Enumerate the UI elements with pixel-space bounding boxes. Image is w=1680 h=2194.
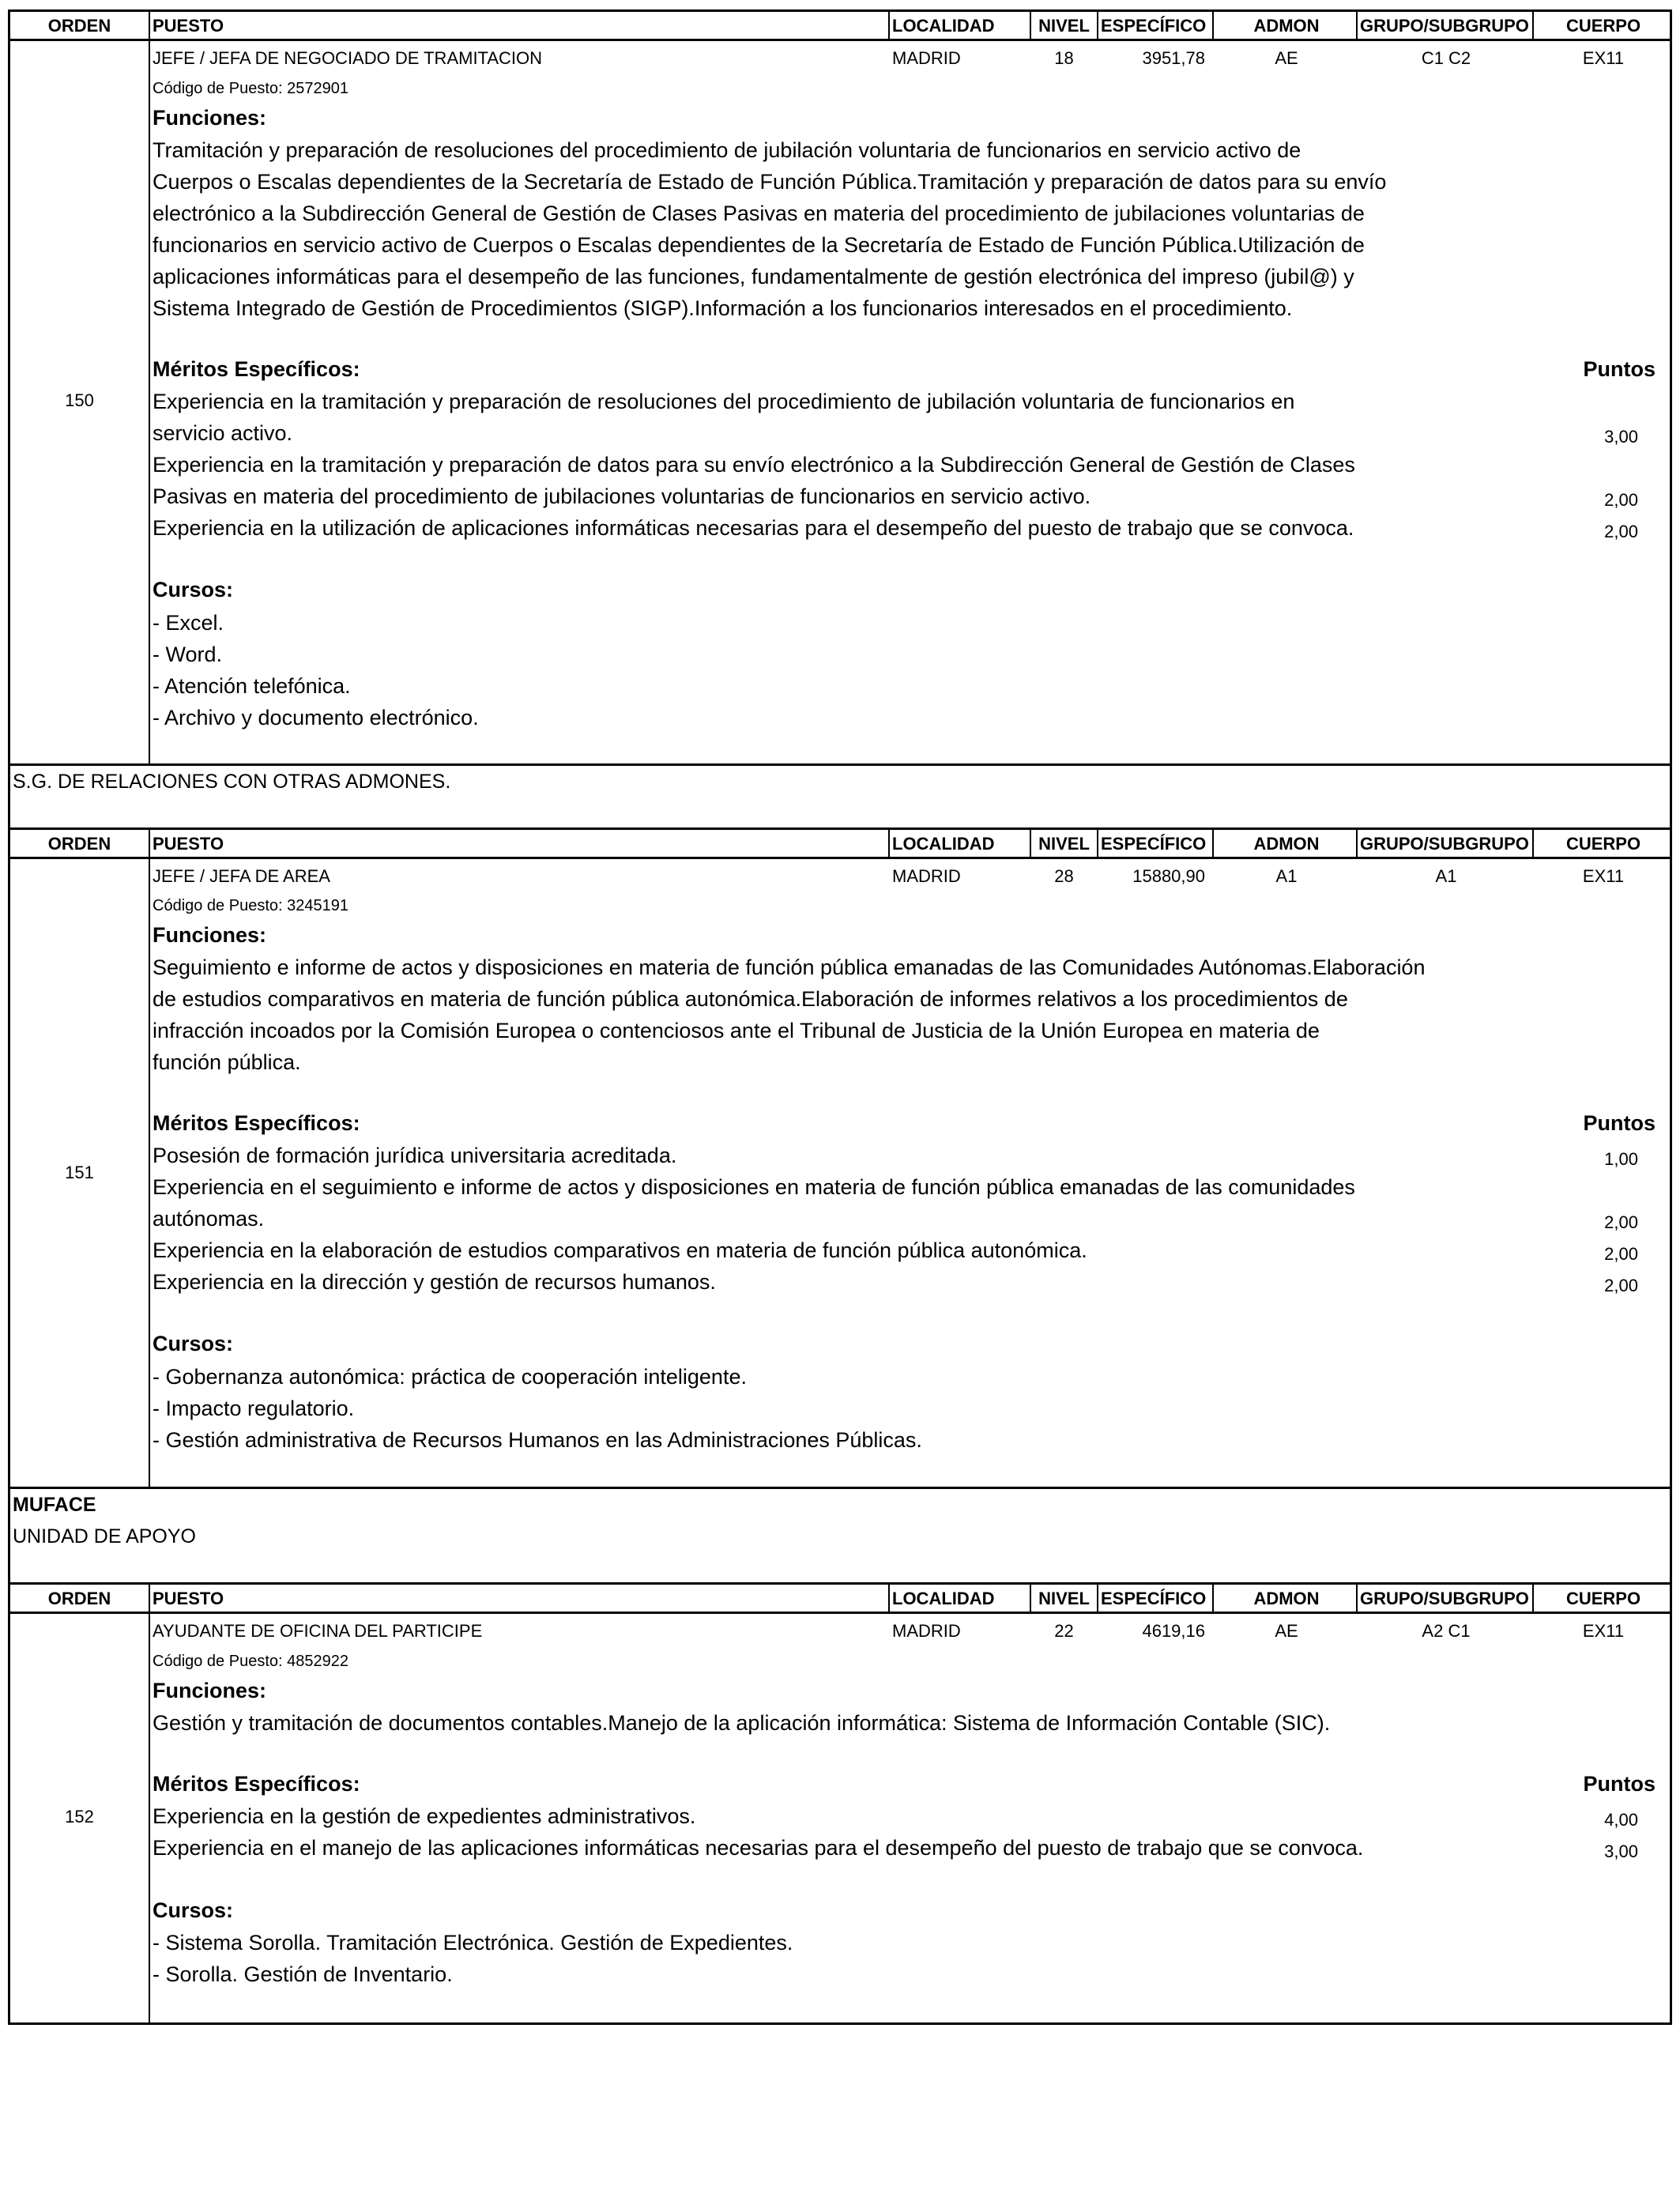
puntos-value: 2,00 [1604,490,1638,510]
section-title: S.G. DE RELACIONES CON OTRAS ADMONES. [13,771,451,793]
localidad-value: MADRID [892,48,961,68]
cuerpo-value: EX11 [1582,48,1625,68]
puntos-value: 3,00 [1604,427,1638,447]
col-puesto: PUESTO [153,16,224,36]
funciones-text: Seguimiento e informe de actos y disposiciones en materia de función pública emanadas de las Comunidades Autónomas.Elaboración de estudios comparativos en materia de función pública autonómica.Elaboración de informes relativos a los procedimientos de infracción incoados por la Comisión Europea o contenciosos ante el Tribunal de Justicia de la Unión Europea en materia de función pública. [153,956,1426,1074]
cursos-label: Cursos: [153,578,234,601]
especifico-value: 15880,90 [1132,866,1205,886]
cursos-label: Cursos: [153,1332,234,1355]
col-orden: ORDEN [47,16,111,36]
col-grupo: GRUPO/SUBGRUPO [1360,16,1529,36]
puntos-value: 2,00 [1604,1212,1638,1232]
entry-150 [8,41,1672,766]
entry-152 [8,1614,1672,2025]
table-header: ORDEN PUESTO LOCALIDAD NIVEL ESPECÍFICO ADMON GRUPO/SUBGRUPO CUERPO [8,827,1672,859]
puntos-value: 3,00 [1604,1842,1638,1861]
funciones-label: Funciones: [153,923,267,947]
table-header: ORDEN PUESTO LOCALIDAD NIVEL ESPECÍFICO ADMON GRUPO/SUBGRUPO CUERPO [8,1582,1672,1614]
col-cuerpo: CUERPO [1565,16,1641,36]
puntos-value: 2,00 [1604,1244,1638,1264]
funciones-label: Funciones: [153,1679,267,1702]
admon-value: AE [1275,1621,1298,1641]
cursos-text: - Sistema Sorolla. Tramitación Electrónica. Gestión de Expedientes. - Sorolla. Gestión de Inventario. [153,1931,793,1986]
grupo-value: C1 C2 [1421,48,1471,68]
funciones-text: Gestión y tramitación de documentos contables.Manejo de la aplicación informática: Sistema de Información Contable (SIC). [153,1711,1331,1735]
section-block [8,1489,1672,1584]
localidad-value: MADRID [892,1621,961,1641]
puesto-value: AYUDANTE DE OFICINA DEL PARTICIPE [153,1621,483,1641]
puesto-value: JEFE / JEFA DE AREA [153,866,330,886]
codigo-puesto: Código de Puesto: 2572901 [153,80,348,97]
grupo-value: A2 C1 [1422,1621,1471,1641]
puntos-label: Puntos [1583,1772,1656,1796]
puntos-value: 2,00 [1604,1276,1638,1295]
puesto-value: JEFE / JEFA DE NEGOCIADO DE TRAMITACION [153,48,543,68]
col-admon: ADMON [1253,16,1320,36]
puntos-label: Puntos [1583,357,1656,381]
puntos-value: 1,00 [1604,1149,1638,1169]
admon-value: AE [1275,48,1298,68]
cuerpo-value: EX11 [1582,1621,1625,1641]
grupo-value: A1 [1435,866,1457,886]
col-localidad: LOCALIDAD [892,16,995,36]
codigo-puesto: Código de Puesto: 4852922 [153,1653,348,1670]
section-block [8,766,1672,829]
col-nivel: NIVEL [1038,16,1090,36]
col-especifico: ESPECÍFICO [1101,16,1207,36]
meritos-text: Posesión de formación jurídica universitaria acreditada. Experiencia en el seguimiento e informe de actos y disposiciones en materia de función pública emanadas de las comunidades autónomas. Experiencia en la elaboración de estudios comparativos en materia de función pública autonómica. Experiencia en la dirección y gestión de recursos humanos. [153,1144,1355,1294]
nivel-value: 28 [1054,866,1074,886]
orden-value: 152 [65,1807,94,1826]
orden-value: 150 [65,390,94,410]
entry-151 [8,859,1672,1489]
section-title: MUFACE [13,1494,96,1516]
orden-value: 151 [65,1163,94,1182]
section-subtitle: UNIDAD DE APOYO [13,1525,196,1547]
meritos-text: Experiencia en la gestión de expedientes administrativos. Experiencia en el manejo de las aplicaciones informáticas necesarias para el desempeño del puesto de trabajo que se convoca. [153,1804,1364,1860]
meritos-label: Méritos Específicos: [153,1111,360,1135]
puntos-value: 4,00 [1604,1810,1638,1830]
table-header [8,9,1672,41]
puntos-label: Puntos [1583,1111,1656,1135]
meritos-label: Méritos Específicos: [153,1772,360,1796]
nivel-value: 22 [1054,1621,1074,1641]
localidad-value: MADRID [892,866,961,886]
meritos-text: Experiencia en la tramitación y preparación de resoluciones del procedimiento de jubilación voluntaria de funcionarios en servicio activo. Experiencia en la tramitación y preparación de datos para su envío electrónico a la Subdirección General de Gestión de Clases Pasivas en materia del procedimiento de jubilaciones voluntarias de funcionarios en servicio activo. Experiencia en la utilización de aplicaciones informáticas necesarias para el desempeño del puesto de trabajo que se convoca. [153,390,1355,540]
funciones-text: Tramitación y preparación de resoluciones del procedimiento de jubilación voluntaria de funcionarios en servicio activo de Cuerpos o Escalas dependientes de la Secretaría de Estado de Función Pública.Tramitación y preparación de datos para su envío electrónico a la Subdirección General de Gestión de Clases Pasivas en materia del procedimiento de jubilaciones voluntarias de funcionarios en servicio activo de Cuerpos o Escalas dependientes de la Secretaría de Estado de Función Pública.Utilización de aplicaciones informáticas para el desempeño de las funciones, fundamentalmente de gestión electrónica del impreso (jubil@) y Sistema Integrado de Gestión de Procedimientos (SIGP).Información a los funcionarios interesados en el procedimiento. [153,138,1387,320]
especifico-value: 4619,16 [1142,1621,1205,1641]
puntos-value: 2,00 [1604,522,1638,541]
funciones-label: Funciones: [153,106,267,130]
especifico-value: 3951,78 [1142,48,1205,68]
codigo-puesto: Código de Puesto: 3245191 [153,897,348,914]
nivel-value: 18 [1054,48,1074,68]
admon-value: A1 [1275,866,1298,886]
cursos-label: Cursos: [153,1898,234,1922]
cuerpo-value: EX11 [1582,866,1625,886]
meritos-label: Méritos Específicos: [153,357,360,381]
cursos-text: - Excel. - Word. - Atención telefónica. - Archivo y documento electrónico. [153,611,479,729]
cursos-text: - Gobernanza autonómica: práctica de cooperación inteligente. - Impacto regulatorio. - Gestión administrativa de Recursos Humanos en las Administraciones Públicas. [153,1365,922,1452]
